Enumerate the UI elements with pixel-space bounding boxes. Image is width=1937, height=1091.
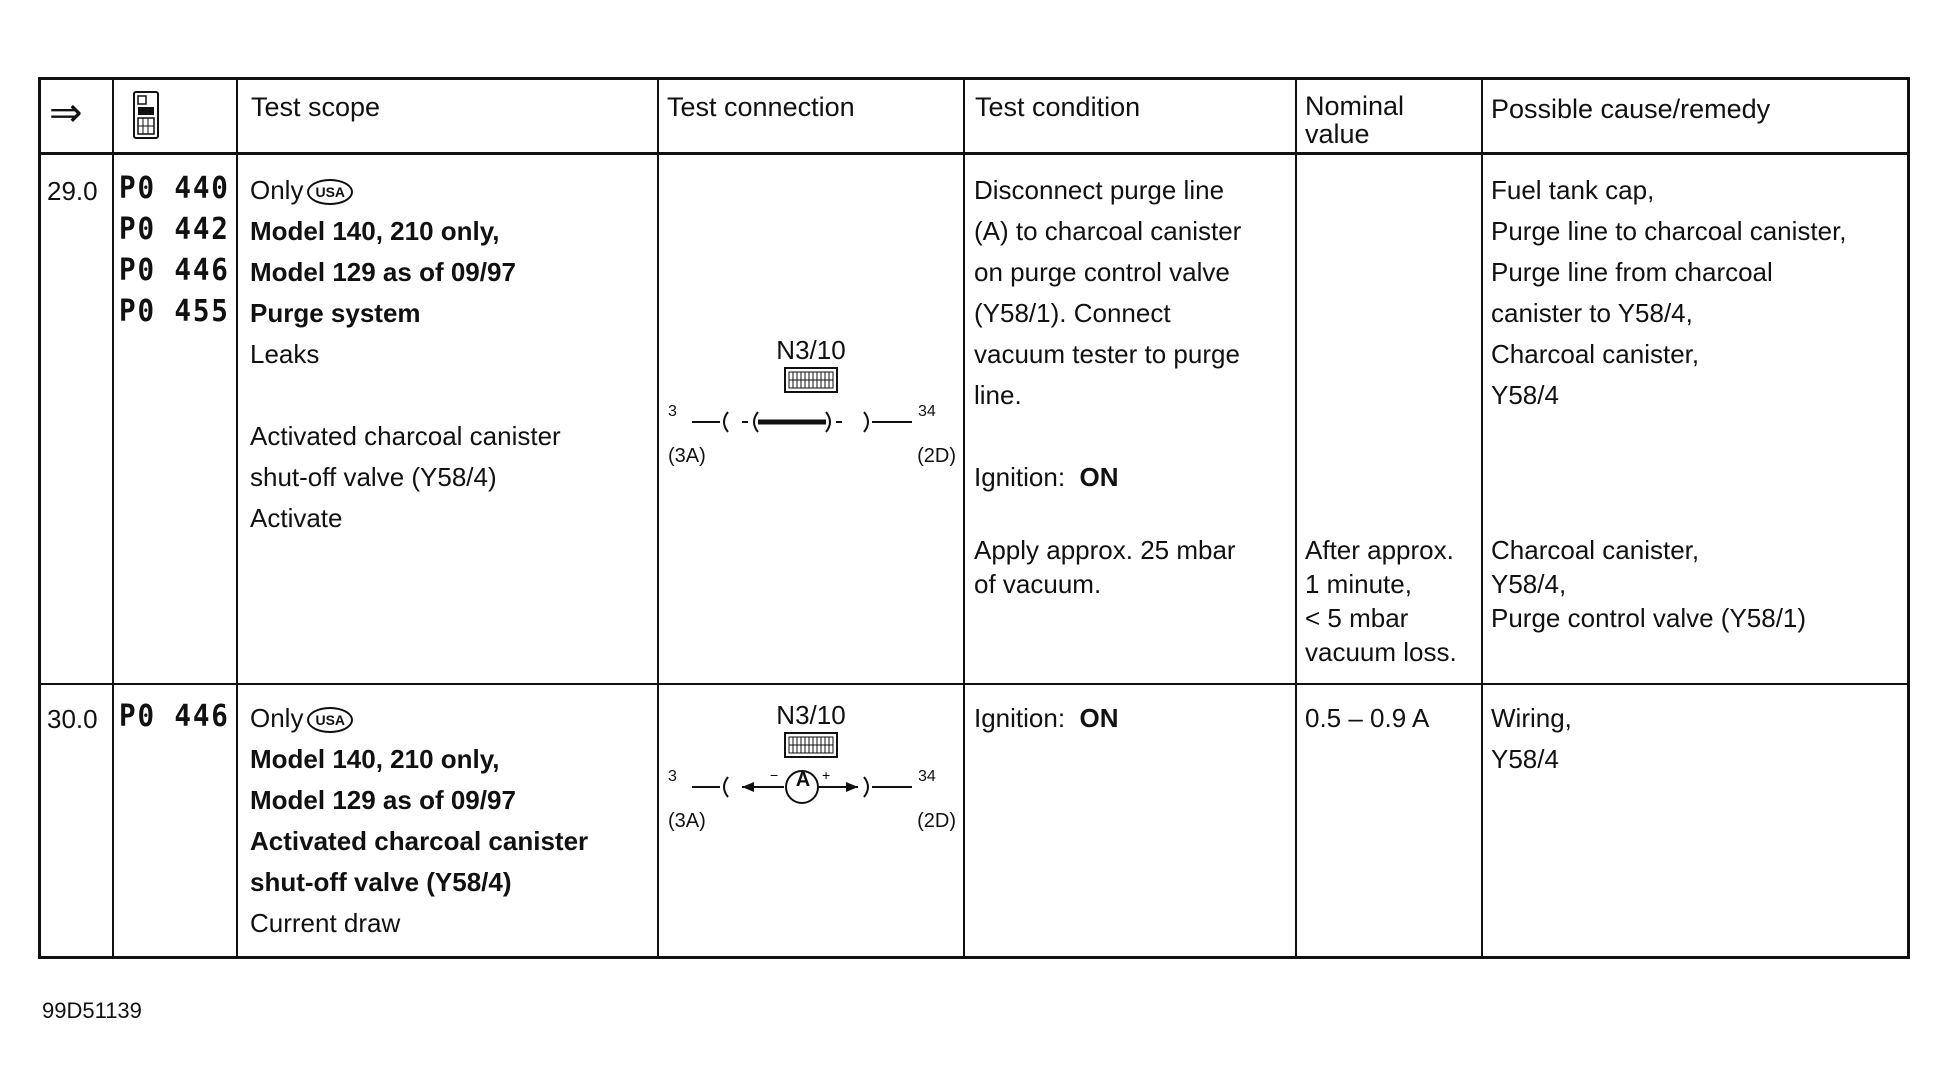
column-divider xyxy=(657,80,659,956)
usa-badge: USA xyxy=(307,707,353,733)
fault-code: P0 455 xyxy=(119,294,230,329)
nominal-value: 0.5 – 0.9 A xyxy=(1305,703,1430,733)
header-test-connection: Test connection xyxy=(667,92,855,122)
row-divider xyxy=(41,152,1907,155)
header-possible-cause: Possible cause/remedy xyxy=(1491,94,1771,124)
test-connection-diagram xyxy=(666,700,956,836)
possible-cause-vacuum: Charcoal canister, Y58/4, Purge control valve (Y58/1) xyxy=(1491,535,1807,633)
document-id: 99D51139 xyxy=(42,998,142,1023)
connector-label: N3/10 xyxy=(776,700,846,730)
column-divider xyxy=(963,80,965,956)
pin-left-sub: (3A) xyxy=(668,445,706,467)
column-divider xyxy=(1295,80,1297,956)
pin-left: 3 xyxy=(668,403,677,420)
nominal-value: After approx. 1 minute, < 5 mbar vacuum loss. xyxy=(1305,535,1457,667)
fault-code: P0 446 xyxy=(119,253,230,288)
column-divider xyxy=(1481,80,1483,956)
test-condition-vacuum: Apply approx. 25 mbar of vacuum. xyxy=(974,535,1236,599)
connector-icon xyxy=(666,731,956,766)
fault-code-list xyxy=(119,168,239,332)
tester-icon xyxy=(131,90,161,152)
pin-right: 34 xyxy=(918,403,936,420)
svg-text:+: + xyxy=(822,768,831,783)
jumper-icon xyxy=(692,407,912,437)
pin-left: 3 xyxy=(668,768,677,785)
pin-right: 34 xyxy=(918,768,936,785)
svg-text:−: − xyxy=(770,768,779,783)
test-condition: Ignition: ON xyxy=(974,703,1119,733)
header-nominal-value: Nominal value xyxy=(1305,91,1405,149)
fault-code: P0 440 xyxy=(119,171,230,206)
ammeter-label: A xyxy=(795,769,811,791)
test-condition: Disconnect purge line (A) to charcoal canister on purge control valve (Y58/1). Connect vacuum tester to purge line. Ignition: ON xyxy=(974,175,1242,492)
test-scope: Only USA Model 140, 210 only, Model 129 as of 09/97 Activated charcoal canister shut-off valve (Y58/4) Current draw xyxy=(250,703,589,938)
arrow-icon: ⇒ xyxy=(49,91,83,135)
header-test-scope: Test scope xyxy=(251,92,381,122)
possible-cause: Wiring, Y58/4 xyxy=(1491,703,1572,774)
pin-right-sub: (2D) xyxy=(917,445,956,467)
pin-right-sub: (2D) xyxy=(917,810,956,832)
test-connection-diagram xyxy=(666,335,956,471)
usa-badge: USA xyxy=(307,179,353,205)
test-scope: Only USA Model 140, 210 only, Model 129 as of 09/97 Purge system Leaks Activated charcoal canister shut-off valve (Y58/4) Activate xyxy=(250,175,561,533)
connector-icon xyxy=(666,366,956,401)
pin-left-sub: (3A) xyxy=(668,810,706,832)
row-number: 29.0 xyxy=(47,176,98,206)
row-number: 30.0 xyxy=(47,704,98,734)
fault-code: P0 442 xyxy=(119,212,230,247)
fault-code: P0 446 xyxy=(119,699,230,734)
fault-code-list xyxy=(119,696,239,737)
test-table xyxy=(38,77,1910,959)
connector-label: N3/10 xyxy=(776,335,846,365)
row-divider xyxy=(41,683,1907,685)
header-test-condition: Test condition xyxy=(975,92,1141,122)
column-divider xyxy=(112,80,114,956)
possible-cause: Fuel tank cap, Purge line to charcoal canister, Purge line from charcoal canister to Y58/4, Charcoal canister, Y58/4 xyxy=(1491,175,1847,410)
